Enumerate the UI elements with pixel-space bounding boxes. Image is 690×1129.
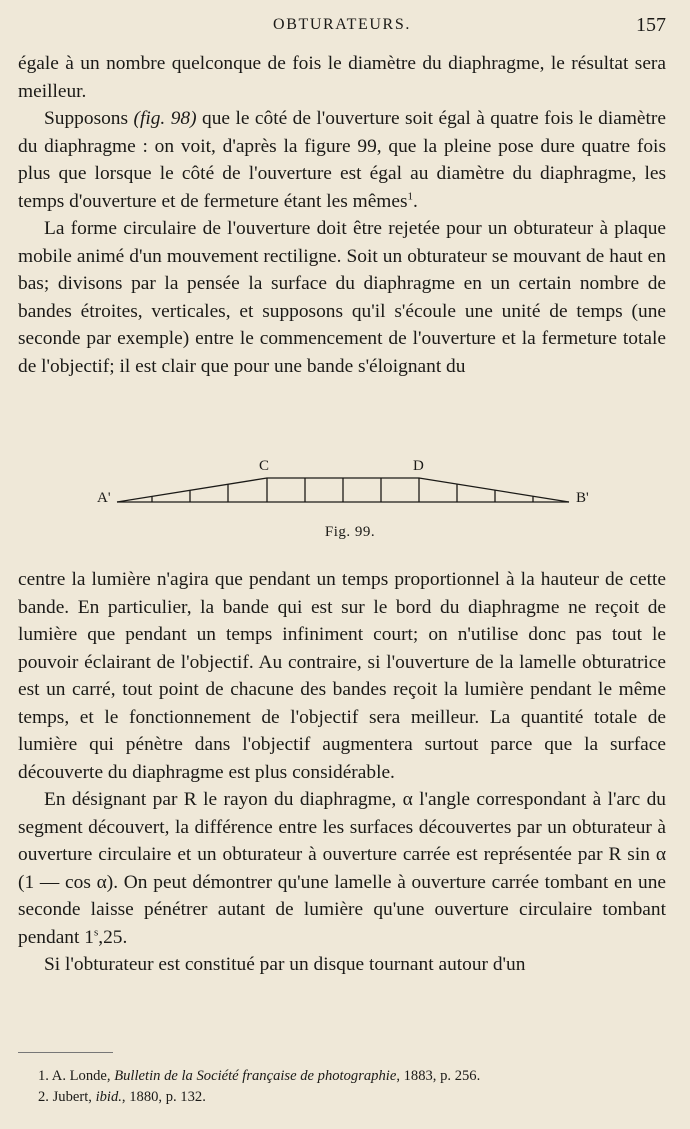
running-title: OBTURATEURS. <box>273 16 411 33</box>
paragraph-4-text: centre la lumière n'agira que pendant un temps proportionnel à la hauteur de cette bande. En particulier, la bande qui est sur le bord du diaphragme ne reçoit de lumière que pendant un temps infiniment court; on n'utilise donc pas tout le pouvoir éclairant de l'objectif. Au contraire, si l'ouverture de la lamelle obturatrice est un carré, tout point de chacune des bandes reçoit la lumière pendant le même temps, et le fonctionnement de l'objectif sera meilleur. La quantité totale de lumière qui pénètre dans l'objectif augmentera surtout parce que la surface découverte du diaphragme est plus considérable. <box>18 569 666 783</box>
footnote-2-pre: 2. Jubert, <box>38 1089 96 1105</box>
seconds-superscript: s <box>93 926 99 939</box>
footnotes <box>38 1066 666 1108</box>
paragraph-3 <box>18 215 666 380</box>
paragraph-1-text: égale à un nombre quelconque de fois le diamètre du diaphragme, le résultat sera meilleur. <box>18 53 666 102</box>
page-header <box>18 14 666 40</box>
footnote-2-title: ibid. <box>95 1089 122 1105</box>
paragraph-5-text-b: ,25. <box>98 926 128 948</box>
figure-99-diagram <box>95 452 605 522</box>
figure-99 <box>95 452 605 548</box>
paragraph-4 <box>18 566 666 786</box>
figure-caption: Fig. 99. <box>324 524 376 540</box>
paragraph-2-text-b: que le côté de l'ouverture soit égal à quatre fois le diamètre du diaphragme : on voit, d'après la figure 99, que la pleine pose dure quatre fois plus que lorsque le côté de l'ouverture est égal au diamètre du diaphragme, les temps d'ouverture et de fermeture étant les mêmes <box>18 108 666 212</box>
footnote-1-title: Bulletin de la Société française de photographie <box>114 1068 397 1084</box>
body-text-top <box>18 50 666 380</box>
figure-label-a: A' <box>97 490 111 506</box>
paragraph-2 <box>18 105 666 215</box>
footnote-1-post: , 1883, p. 256. <box>396 1068 481 1084</box>
paragraph-6 <box>18 951 666 979</box>
footnote-1 <box>38 1066 666 1087</box>
body-text-bottom <box>18 566 666 979</box>
footnote-divider <box>18 1052 113 1053</box>
paragraph-2-end: . <box>413 190 418 212</box>
paragraph-3-text: La forme circulaire de l'ouverture doit être rejetée pour un obturateur à plaque mobile animé d'un mouvement rectiligne. Soit un obturateur se mouvant de haut en bas; divisons par la pensée la surface du diaphragme en un certain nombre de bandes étroites, verticales, et supposons qu'il s'écoule une unité de temps (une seconde par exemple) entre le commencement de l'ouverture et la fermeture totale de l'objectif; il est clair que pour une bande s'éloignant du <box>18 218 666 377</box>
paragraph-5 <box>18 786 666 951</box>
page-number: 157 <box>636 14 666 36</box>
paragraph-6-text: Si l'obturateur est constitué par un disque tournant autour d'un <box>44 954 526 975</box>
footnote-marker-1: 1 <box>407 190 414 203</box>
figure-label-b: B' <box>576 490 589 506</box>
paragraph-2-text-a: Supposons <box>44 108 134 129</box>
paragraph-1 <box>18 50 666 105</box>
footnote-2-post: , 1880, p. 132. <box>121 1089 206 1105</box>
paragraph-5-text-a: En désignant par R le rayon du diaphragme, α l'angle correspondant à l'arc du segment découvert, la différence entre les surfaces découvertes par un obturateur à ouverture circulaire et un obturateur à ouverture carrée est représentée par R sin α (1 — cos α). On peut démontrer qu'une lamelle à ouverture carrée tombant en une seconde laisse pénétrer autant de lumière qu'une ouverture circulaire tombant pendant 1 <box>18 789 666 948</box>
footnote-2 <box>38 1087 666 1108</box>
figure-98-reference: (fig. 98) <box>133 108 197 129</box>
figure-label-c: C <box>259 458 270 474</box>
footnote-1-pre: 1. A. Londe, <box>38 1068 115 1084</box>
figure-label-d: D <box>413 458 424 474</box>
